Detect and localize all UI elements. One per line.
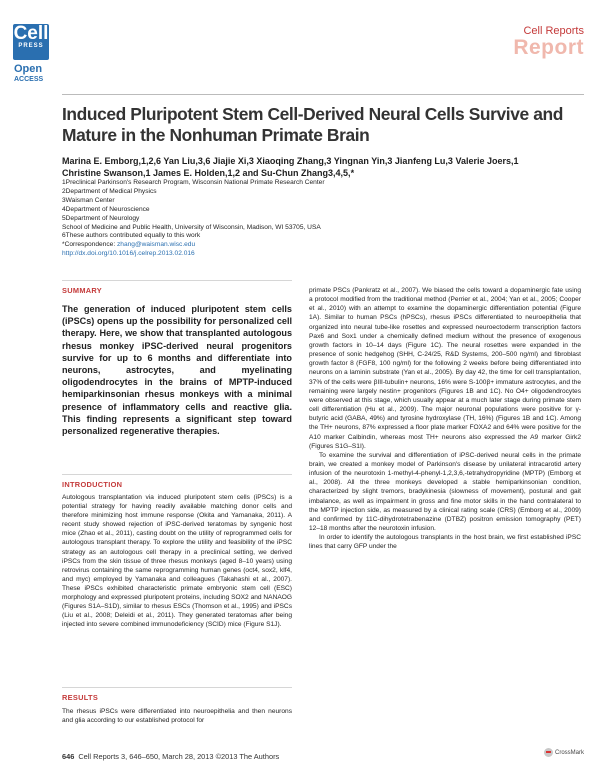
affiliation: 6These authors contributed equally to this work — [62, 232, 201, 240]
crossmark-label: CrossMark — [554, 750, 584, 757]
affiliation: School of Medicine and Public Health, University of Wisconsin, Madison, WI 53705, USA — [62, 223, 321, 231]
correspondence-email-link[interactable]: zhang@waisman.wisc.edu — [116, 241, 196, 249]
affiliation: 5Department of Neurology — [62, 214, 140, 222]
introduction-divider — [62, 474, 292, 475]
open-access-label: Open — [14, 63, 43, 75]
right-column-text — [309, 286, 581, 552]
summary-text: The generation of induced pluripotent stem cells (iPSCs) opens up the possibility for personalized cell therapy. Here, we show that transplanted autologous rhesus monkey iPSC-derived neural progenitors survive for up to 6 months and differentiate into neurons, astrocytes, and myelinating oligodendrocytes in the brains of MPTP-induced hemiparkinsonian rhesus monkeys with a minimal presence of inflammatory cells and reactive glia. This finding represents a significant step toward personalized regenerative therapies. — [62, 304, 292, 437]
summary-divider — [62, 280, 292, 281]
author-list: Marina E. Emborg,1,2,6 Yan Liu,3,6 Jiajie Xi,3 Xiaoqing Zhang,3 Yingnan Yin,3 Jianfeng Lu,3 Valerie Joers,1 Christine Swanson,1 James E. Holden,1,2 and Su-Chun Zhang3,4,5,* — [62, 156, 519, 178]
article-title: Induced Pluripotent Stem Cell-Derived Neural Cells Survive and Mature in the Nonhuman Primate Brain — [62, 104, 563, 145]
body-paragraph: To examine the survival and differentiation of iPSC-derived neural cells in the primate brain, we created a monkey model of Parkinson's disease by unilateral intracarotid artery infusion of the neurotoxin 1-methyl-4-phenyl-1,2,3,6,-tetrahydropyridine (MPTP) (Emborg et al., 2008). All the three monkeys developed a stable hemiparkinsonian condition, characterized by slight tremors, bradykinesia (slowness of movement), postural and gait imbalance, as well as impairment in gross and fine motor skills in the hand contralateral to the MPTP injection side, as measured by a clinical rating scale (CRS) (Emborg et al., 2009) and confirmed by 11C-dihydrotetrabenazine (DTBZ) positron emission tomography (PET) 12–18 months after the neurotoxin infusion. — [309, 451, 581, 533]
affiliation: 3Waisman Center — [62, 196, 115, 204]
summary-heading: SUMMARY — [62, 286, 103, 295]
crossmark-icon — [544, 748, 553, 757]
logo-sub: PRESS — [18, 43, 44, 49]
page-footer — [62, 752, 279, 761]
page-number: 646 — [62, 752, 75, 761]
introduction-text: Autologous transplantation via induced pluripotent stem cells (iPSCs) is a potential strategy for having readily available matching donor cells and therefore minimizing host immune response (Okita and Yamanaka, 2011). A recent study showed rejection of iPSC-derived teratomas by syngenic host mice (Zhao et al., 2011), casting doubt on the utility of reprogrammed cells for autologous transplant therapy. To explore the utility and feasibility of the iPSC strategy as an autologous cell therapy in a preclinical setting, we derived iPSCs from the skin tissue of three rhesus monkeys (aged 8–10 years) using retrovirus containing the same reprogramming human genes (oct4, sox2, klf4, and myc) employed by Yamanaka and colleagues (Takahashi et al., 2007). These iPSCs exhibited characteristic primate embryonic stem cell (ESC) morphology and expressed pluripotent proteins, including SOX2 and NANAOG (Figures S1A–S1D), similar to rhesus ESCs (Thomson et al., 1995) and iPSCs (Liu et al., 2008; Deleidi et al., 2011). They generated teratomas after being injected into severe combined immunodeficiency (SCID) mice (Figure S1J). — [62, 494, 292, 629]
correspondence-label: *Correspondence: — [62, 241, 117, 249]
article-type: Report — [513, 36, 584, 59]
correspondence — [62, 241, 532, 250]
affiliation: 1Preclinical Parkinson's Research Program, Wisconsin National Primate Research Center — [62, 179, 325, 186]
affiliation: 4Department of Neuroscience — [62, 205, 150, 213]
journal-name: Cell Reports — [523, 25, 584, 37]
citation-line: Cell Reports 3, 646–650, March 28, 2013 ©2013 The Authors — [78, 752, 280, 761]
affiliation: 2Department of Medical Physics — [62, 187, 157, 195]
body-paragraph: In order to identify the autologous transplants in the host brain, we first established iPSC lines that carry GFP under the — [309, 534, 581, 551]
introduction-heading: INTRODUCTION — [62, 480, 123, 489]
header-divider — [62, 94, 584, 95]
results-divider — [62, 687, 292, 688]
doi-link[interactable]: http://dx.doi.org/10.1016/j.celrep.2013.02.016 — [62, 250, 195, 258]
affiliations — [62, 179, 532, 259]
results-text: The rhesus iPSCs were differentiated into neuroepithelia and then neurons and glia according to our established protocol for — [62, 708, 292, 725]
body-paragraph: primate PSCs (Pankratz et al., 2007). We biased the cells toward a dopaminergic fate using a protocol modified from the traditional method (Perrier et al., 2004; Yan et al., 2005; Cooper et al., 2010) with an attempt to examine the dopaminergic differentiation potential (Figure 1A). Similar to human PSCs (hPSCs), rhesus iPSCs differentiated to neuroepithelia that organized into neural tube-like rosettes and expressed neuroectoderm transcription factors Pax6 and Sox1 under a chemically defined medium without the presence of exogenous growth factors in 10–14 days (Figure 1C). The neural rosettes were expanded in the presence of sonic hedgehog (SHH, C-24/25, R&D Systems, 200–500 ng/ml) and fibroblast growth factor 8 (FGF8, 100 ng/ml) for the following 2 weeks before being differentiated into neurons on a laminin substrate (Yan et al., 2005). By day 42, the time for cell transplantation, 37% of the cells were βIII-tubulin+ neurons, 16% were S-100β+ immature astrocytes, and the remaining were largely nestin+ progenitors (Figures 1B and 1C). No O4+ oligodendrocytes were observed at this stage, which usually appear at a much later stage during primate stem cell differentiation (Hu et al., 2009). The major neuronal populations were positive for γ-butyric acid (GABA, 49%) and tyrosine hydroxylase (TH, 16%) (Figures 1B and 1C). Among the TH+ neurons, 87% expressed a floor plate marker FOXA2 and 64% were positive for the A10 marker Calbindin, whereas most TH+ neurons also expressed the A9 marker Girk2 (Figures S1G–S1I). — [309, 287, 581, 450]
results-heading: RESULTS — [62, 693, 99, 702]
logo-main: Cell — [13, 23, 49, 44]
crossmark-badge[interactable] — [544, 748, 584, 757]
cell-press-logo — [13, 24, 49, 60]
access-label: ACCESS — [14, 76, 44, 83]
